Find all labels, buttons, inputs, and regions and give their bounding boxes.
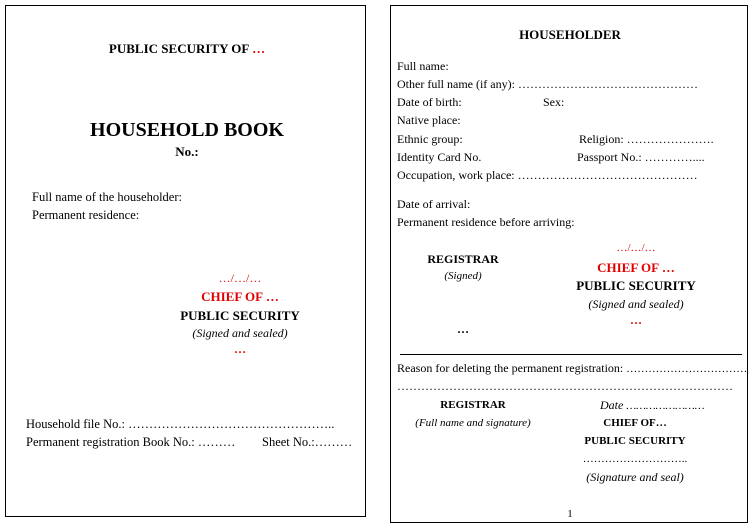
deletion-reason-label	[397, 361, 747, 376]
date-label	[600, 398, 705, 413]
deletion-reason-text: Reason for deleting the permanent registration:	[397, 361, 624, 375]
registration-book-number: Permanent registration Book No.: ………	[26, 435, 236, 449]
section-divider	[400, 354, 742, 355]
date-placeholder: …/…/…	[218, 271, 262, 285]
residence-before-label: Permanent residence before arriving:	[397, 215, 575, 229]
ethnic-group-label: Ethnic group:	[397, 132, 463, 146]
date-of-birth-label: Date of birth:	[397, 95, 462, 109]
date-of-arrival-label: Date of arrival:	[397, 197, 471, 211]
header-dots: …	[252, 41, 266, 56]
passport-label: Passport No.: …………....	[577, 150, 705, 164]
seal-dots: …	[234, 342, 246, 356]
public-security-label-2: PUBLIC SECURITY	[584, 435, 686, 447]
public-security-label: PUBLIC SECURITY	[180, 308, 300, 323]
signature-seal-note: (Signature and seal)	[586, 470, 684, 484]
householder-name-label: Full name of the householder:	[32, 190, 182, 204]
chief-of-label: CHIEF OF …	[201, 289, 279, 304]
date-placeholder-right: …/…/…	[616, 242, 656, 254]
sheet-number: Sheet No.:………	[262, 435, 353, 449]
seal-dots-right: …	[630, 313, 642, 327]
chief-of-label-right: CHIEF OF …	[597, 260, 675, 275]
full-name-label: Full name:	[397, 59, 449, 73]
sex-label: Sex:	[543, 95, 565, 109]
household-file-number: Household file No.: …………………………………………..	[26, 417, 335, 431]
occupation-label: Occupation, work place: ………………………………………	[397, 168, 698, 182]
date-label-text: Date	[600, 398, 624, 412]
native-place-label: Native place:	[397, 113, 461, 127]
householder-title: HOUSEHOLDER	[519, 27, 621, 42]
header-public-security	[109, 41, 265, 57]
deletion-reason-dots: ……………………………	[626, 363, 748, 375]
right-page-householder	[390, 5, 748, 523]
date-dots: ……………………	[626, 400, 705, 412]
household-book-title: HOUSEHOLD BOOK	[90, 119, 284, 141]
religion-label: Religion: ………………….	[579, 132, 714, 146]
registrar-signed-note: (Signed)	[444, 270, 482, 282]
left-page-cover	[5, 5, 366, 517]
book-number-label: No.:	[175, 144, 199, 159]
deletion-reason-dots-line: …………………………………………………………………………	[397, 379, 733, 393]
registrar-heading: REGISTRAR	[427, 252, 499, 266]
identity-card-label: Identity Card No.	[397, 150, 482, 164]
signed-sealed-note-right: (Signed and sealed)	[588, 297, 684, 311]
other-name-label: Other full name (if any): ………………………………………	[397, 77, 698, 91]
signature-dots: ………………………..	[582, 453, 688, 465]
header-prefix: PUBLIC SECURITY OF	[108, 41, 253, 56]
registrar-dots: …	[457, 322, 469, 336]
signed-sealed-note: (Signed and sealed)	[192, 326, 288, 340]
registrar-heading-2: REGISTRAR	[440, 399, 506, 411]
permanent-residence-label: Permanent residence:	[32, 208, 140, 222]
page-number: 1	[567, 508, 573, 520]
full-name-signature-note: (Full name and signature)	[415, 417, 531, 429]
chief-of-label-2: CHIEF OF…	[603, 417, 667, 429]
public-security-label-right: PUBLIC SECURITY	[576, 278, 696, 293]
